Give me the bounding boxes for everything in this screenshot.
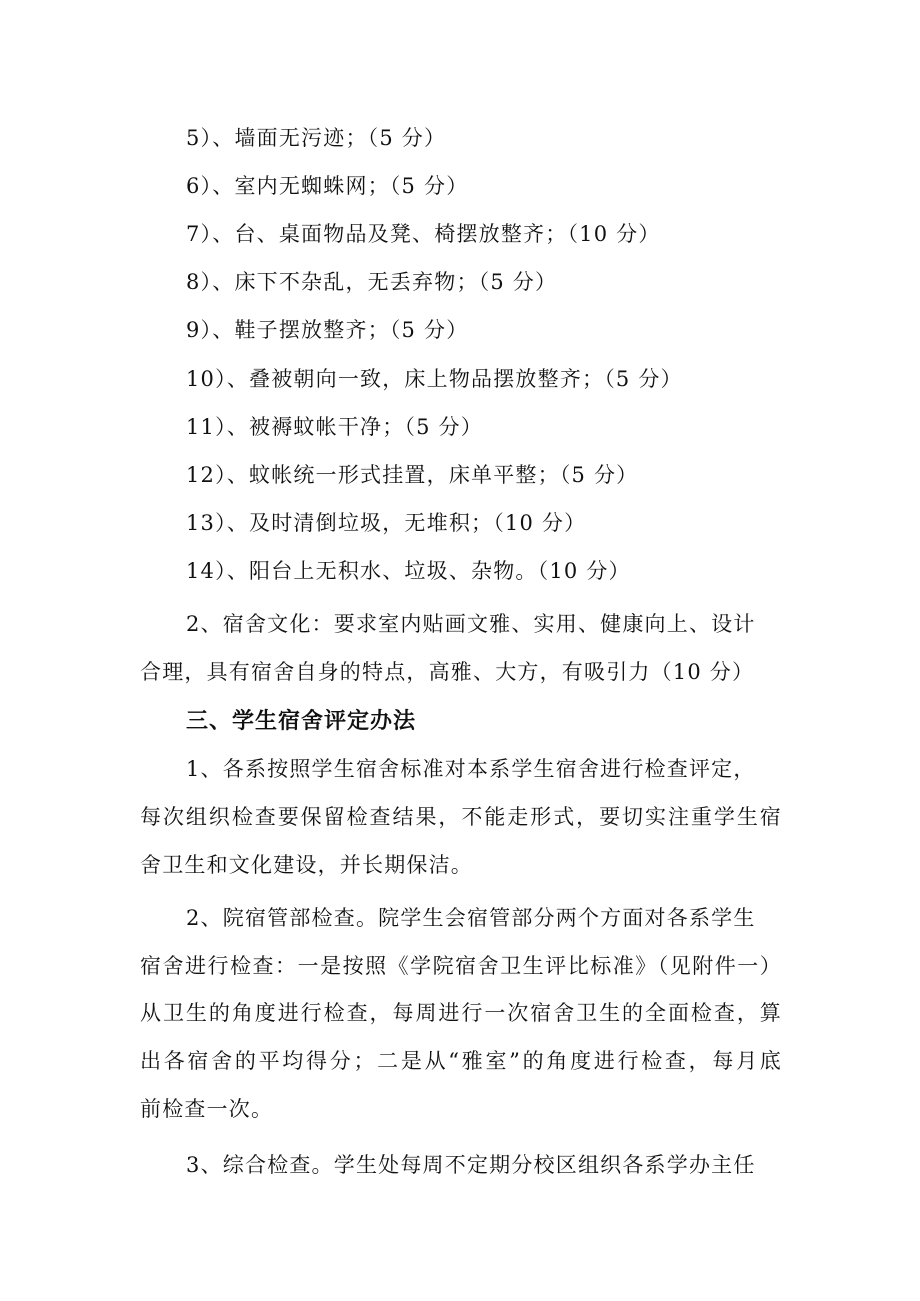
paragraph-line: 出各宿舍的平均得分；二是从“雅室”的角度进行检查，每月底 [140,1049,782,1073]
paragraph-line: 每次组织检查要保留检查结果，不能走形式，要切实注重学生宿 [140,805,782,829]
paragraph-line: 2、院宿管部检查。院学生会宿管部分两个方面对各系学生 [186,906,756,930]
list-item: 5）、墙面无污迹；（5 分） [186,126,447,150]
list-item: 14）、阳台上无积水、垃圾、杂物。（10 分） [186,559,631,583]
paragraph-line: 1、各系按照学生宿舍标准对本系学生宿舍进行检查评定， [186,757,756,781]
list-item: 13）、及时清倒垃圾，无堆积；（10 分） [186,511,587,535]
list-item: 7）、台、桌面物品及凳、椅摆放整齐；（10 分） [186,222,661,246]
list-item: 6）、室内无蜘蛛网；（5 分） [186,174,469,198]
list-item: 10）、叠被朝向一致，床上物品摆放整齐；（5 分） [186,367,683,391]
paragraph-line: 宿舍进行检查：一是按照《学院宿舍卫生评比标准》（见附件一） [140,954,782,978]
list-item: 12）、蚊帐统一形式挂置，床单平整；（5 分） [186,463,639,487]
list-item: 11）、被褥蚊帐干净；（5 分） [186,415,483,439]
list-item: 8）、床下不杂乱，无丢弃物；（5 分） [186,270,558,294]
list-item: 9）、鞋子摆放整齐；（5 分） [186,318,469,342]
culture-paragraph-line: 合理，具有宿舍自身的特点，高雅、大方，有吸引力（10 分） [140,660,755,684]
paragraph-line: 舍卫生和文化建设，并长期保洁。 [140,853,473,877]
culture-paragraph-line: 2、宿舍文化：要求室内贴画文雅、实用、健康向上、设计 [186,612,756,636]
paragraph-line: 前检查一次。 [140,1097,274,1121]
paragraph-line: 从卫生的角度进行检查，每周进行一次宿舍卫生的全面检查，算 [140,1001,782,1025]
paragraph-line: 3、综合检查。学生处每周不定期分校区组织各系学办主任 [186,1153,756,1177]
section-heading: 三、学生宿舍评定办法 [186,709,417,734]
